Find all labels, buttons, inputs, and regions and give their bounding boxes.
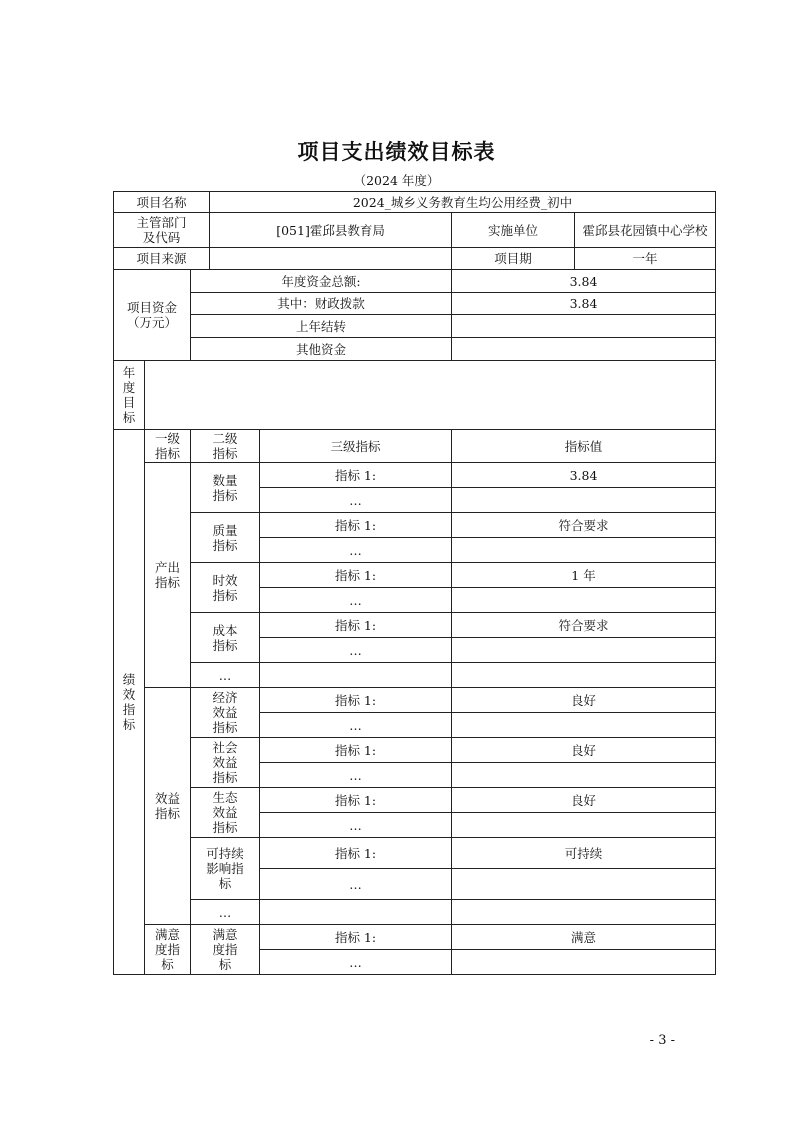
row-project-name [114, 192, 716, 213]
social-label [191, 738, 260, 788]
performance-table [113, 191, 716, 975]
satisfaction-ellipsis: … [260, 950, 452, 975]
sustainable-label [191, 838, 260, 900]
ecological-label [191, 788, 260, 838]
satisfaction-label-text: 满意 度指 标 [154, 927, 180, 972]
annual-goal-value [145, 361, 716, 430]
funds-label-line1: 项目资金 [126, 300, 177, 315]
benefit-more-value [452, 900, 716, 925]
header-level1 [145, 430, 191, 463]
page-subtitle: （2024 年度） [353, 173, 440, 188]
quantity-value: 3.84 [452, 463, 716, 488]
dept-label-line1: 主管部门 [136, 215, 187, 230]
quality-label [191, 513, 260, 563]
cost-ellipsis: … [260, 638, 452, 663]
output-label [145, 463, 191, 688]
cost-value: 符合要求 [452, 613, 716, 638]
period-value: 一年 [575, 248, 716, 270]
impl-label: 实施单位 [452, 213, 575, 248]
economic-label [191, 688, 260, 738]
social-label-text: 社会 效益 指标 [212, 740, 238, 785]
sustainable-value-2 [452, 869, 716, 900]
quality-indicator: 指标 1: [260, 513, 452, 538]
impl-value: 霍邱县花园镇中心学校 [575, 213, 716, 248]
funds-carryover-label: 上年结转 [191, 315, 452, 338]
row-funds-other [114, 338, 716, 361]
economic-ellipsis: … [260, 713, 452, 738]
funds-fiscal-label: 其中：财政拨款 [191, 293, 452, 315]
ecological-indicator: 指标 1: [260, 788, 452, 813]
output-more-ellipsis: … [191, 663, 260, 688]
dept-label-line2: 及代码 [142, 230, 181, 245]
row-funds-carryover [114, 315, 716, 338]
row-eco-1 [114, 788, 716, 813]
benefit-label-text: 效益 指标 [154, 791, 180, 821]
economic-indicator: 指标 1: [260, 688, 452, 713]
timeliness-value-2 [452, 588, 716, 613]
cost-label [191, 613, 260, 663]
cost-value-2 [452, 638, 716, 663]
row-satisfaction-1 [114, 925, 716, 950]
dept-value: [051]霍邱县教育局 [210, 213, 452, 248]
timeliness-indicator: 指标 1: [260, 563, 452, 588]
economic-label-text: 经济 效益 指标 [212, 690, 238, 735]
row-funds-total [114, 270, 716, 293]
economic-value-2 [452, 713, 716, 738]
perf-label [114, 430, 145, 975]
dept-label [114, 213, 210, 248]
timeliness-label-text: 时效 指标 [212, 572, 238, 603]
header-level2 [191, 430, 260, 463]
source-label: 项目来源 [114, 248, 210, 270]
quantity-ellipsis: … [260, 488, 452, 513]
ecological-ellipsis: … [260, 813, 452, 838]
header-level1-text: 一级 指标 [154, 431, 180, 461]
row-output-more [114, 663, 716, 688]
output-more-value [452, 663, 716, 688]
funds-carryover-value [452, 315, 716, 338]
row-benefit-more [114, 900, 716, 925]
satisfaction-sub-label [191, 925, 260, 975]
timeliness-ellipsis: … [260, 588, 452, 613]
timeliness-value: 1 年 [452, 563, 716, 588]
funds-label-line2: （万元） [126, 315, 177, 330]
row-annual-goal [114, 361, 716, 430]
header-level3: 三级指标 [260, 430, 452, 463]
economic-value: 良好 [452, 688, 716, 713]
satisfaction-sub-label-text: 满意 度指 标 [212, 927, 238, 972]
sustainable-ellipsis: … [260, 869, 452, 900]
row-social-1 [114, 738, 716, 763]
annual-goal-label-text: 年 度 目 标 [122, 365, 136, 425]
header-level2-text: 二级 指标 [212, 431, 238, 461]
header-value: 指标值 [452, 430, 716, 463]
source-value [210, 248, 452, 270]
quantity-indicator: 指标 1: [260, 463, 452, 488]
row-perf-header [114, 430, 716, 463]
row-sustain-1 [114, 838, 716, 869]
ecological-value: 良好 [452, 788, 716, 813]
quantity-label-text: 数量 指标 [212, 472, 238, 503]
satisfaction-indicator: 指标 1: [260, 925, 452, 950]
row-cost-1 [114, 613, 716, 638]
row-quality-1 [114, 513, 716, 538]
ecological-label-text: 生态 效益 指标 [212, 790, 238, 835]
funds-total-label: 年度资金总额: [191, 270, 452, 293]
row-funds-fiscal [114, 293, 716, 315]
quality-value: 符合要求 [452, 513, 716, 538]
funds-total-value: 3.84 [452, 270, 716, 293]
annual-goal-label [114, 361, 145, 430]
output-label-text: 产出 指标 [154, 560, 180, 590]
funds-label [114, 270, 191, 361]
project-name-value: 2024_城乡义务教育生均公用经费_初中 [210, 192, 716, 213]
benefit-more-ellipsis: … [191, 900, 260, 925]
row-quantity-1 [114, 463, 716, 488]
social-value-2 [452, 763, 716, 788]
period-label: 项目期 [452, 248, 575, 270]
row-dept [114, 213, 716, 248]
benefit-label [145, 688, 191, 925]
sustainable-indicator: 指标 1: [260, 838, 452, 869]
satisfaction-value: 满意 [452, 925, 716, 950]
cost-indicator: 指标 1: [260, 613, 452, 638]
ecological-value-2 [452, 813, 716, 838]
cost-label-text: 成本 指标 [212, 622, 238, 653]
social-value: 良好 [452, 738, 716, 763]
row-economic-1 [114, 688, 716, 713]
funds-other-label: 其他资金 [191, 338, 452, 361]
social-ellipsis: … [260, 763, 452, 788]
quality-ellipsis: … [260, 538, 452, 563]
funds-other-value [452, 338, 716, 361]
funds-fiscal-value: 3.84 [452, 293, 716, 315]
quality-label-text: 质量 指标 [212, 522, 238, 553]
row-time-1 [114, 563, 716, 588]
quality-value-2 [452, 538, 716, 563]
output-more-level3 [260, 663, 452, 688]
satisfaction-value-2 [452, 950, 716, 975]
sustainable-label-text: 可持续 影响指 标 [206, 846, 244, 891]
page-number: - 3 - [649, 1033, 675, 1048]
row-source [114, 248, 716, 270]
timeliness-label [191, 563, 260, 613]
page-title: 项目支出绩效目标表 [297, 139, 496, 164]
benefit-more-level3 [260, 900, 452, 925]
satisfaction-label [145, 925, 191, 975]
social-indicator: 指标 1: [260, 738, 452, 763]
project-name-label: 项目名称 [114, 192, 210, 213]
perf-label-text: 绩 效 指 标 [122, 672, 136, 732]
quantity-label [191, 463, 260, 513]
sustainable-value: 可持续 [452, 838, 716, 869]
quantity-value-2 [452, 488, 716, 513]
